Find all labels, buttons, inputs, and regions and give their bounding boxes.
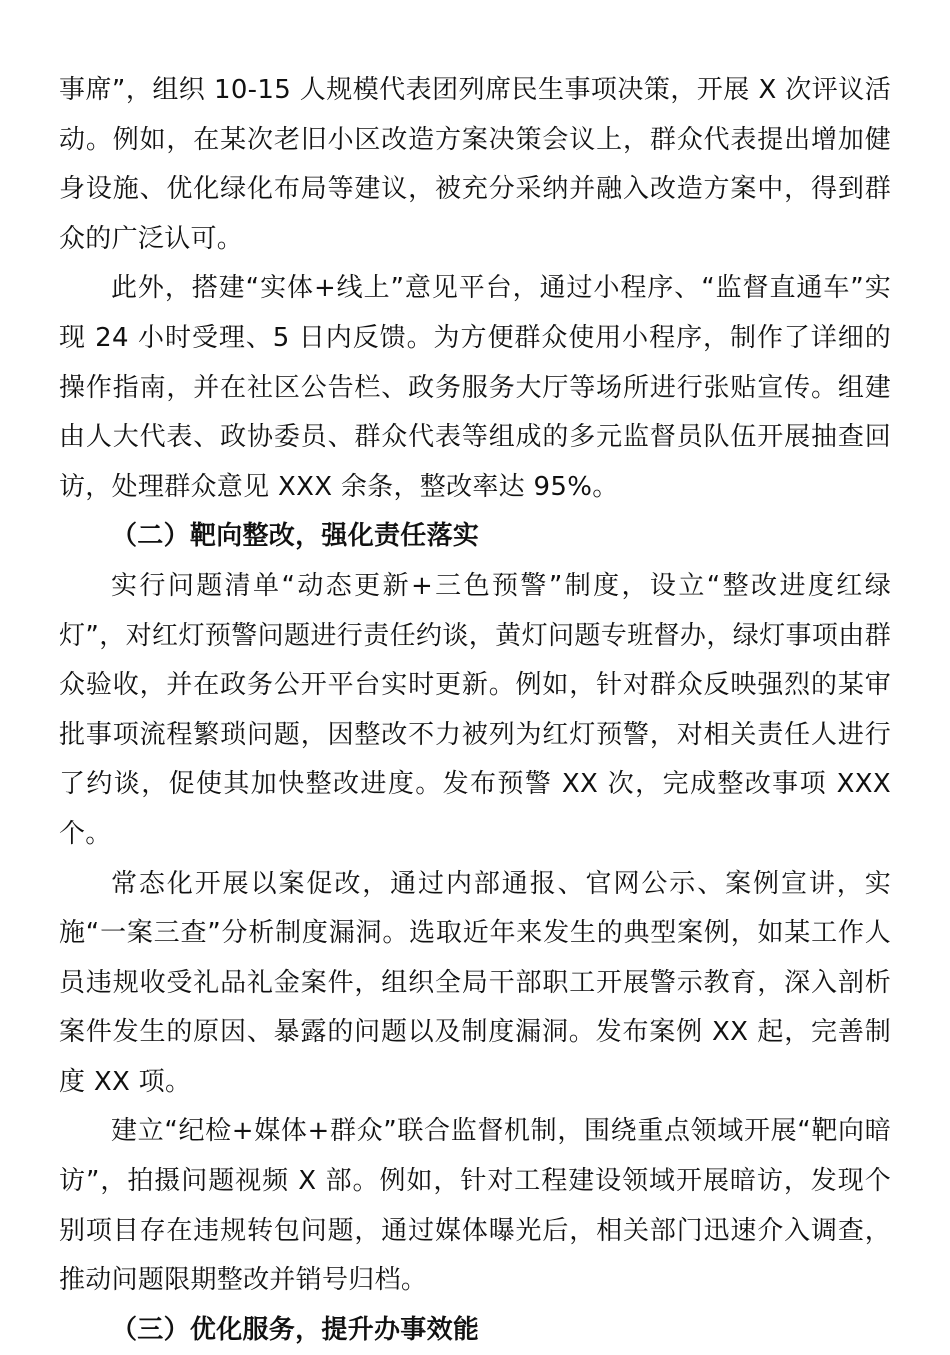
section-heading-3: （三）优化服务，提升办事效能 [111,1314,480,1345]
section-heading-2: （二）靶向整改，强化责任落实 [111,521,480,552]
paragraph-online-platform: 此外，搭建“实体+线上”意见平台，通过小程序、“监督直通车”实现 24 小时受理、5 日内反馈。为方便群众使用小程序，制作了详细的操作指南，并在社区公告栏、政务服务大厅等场所进行张贴宣传。组建由人大代表、政协委员、群众代表等组成的多元监督员队伍开展抽查回访，处理群众意见 XXX 余条，整改率达 95%。 [59,273,891,502]
document-body [59,66,891,1355]
paragraph-joint-supervision: 建立“纪检+媒体+群众”联合监督机制，围绕重点领域开展“靶向暗访”，拍摄问题视频 X 部。例如，针对工程建设领域开展暗访，发现个别项目存在违规转包问题，通过媒体曝光后，相关部门迅速介入调查，推动问题限期整改并销号归档。 [59,1116,891,1296]
paragraph-case-reform: 常态化开展以案促改，通过内部通报、官网公示、案例宣讲，实施“一案三查”分析制度漏洞。选取近年来发生的典型案例，如某工作人员违规收受礼品礼金案件，组织全局干部职工开展警示教育，深入剖析案件发生的原因、暴露的问题以及制度漏洞。发布案例 XX 起，完善制度 XX 项。 [59,868,891,1097]
paragraph-continued: 事席”，组织 10-15 人规模代表团列席民生事项决策，开展 X 次评议活动。例如，在某次老旧小区改造方案决策会议上，群众代表提出增加健身设施、优化绿化布局等建议，被充分采纳并融入改造方案中，得到群众的广泛认可。 [59,75,891,254]
paragraph-traffic-light: 实行问题清单“动态更新+三色预警”制度，设立“整改进度红绿灯”，对红灯预警问题进行责任约谈，黄灯问题专班督办，绿灯事项由群众验收，并在政务公开平台实时更新。例如，针对群众反映强烈的某审批事项流程繁琐问题，因整改不力被列为红灯预警，对相关责任人进行了约谈，促使其加快整改进度。发布预警 XX 次，完成整改事项 XXX 个。 [59,570,891,849]
